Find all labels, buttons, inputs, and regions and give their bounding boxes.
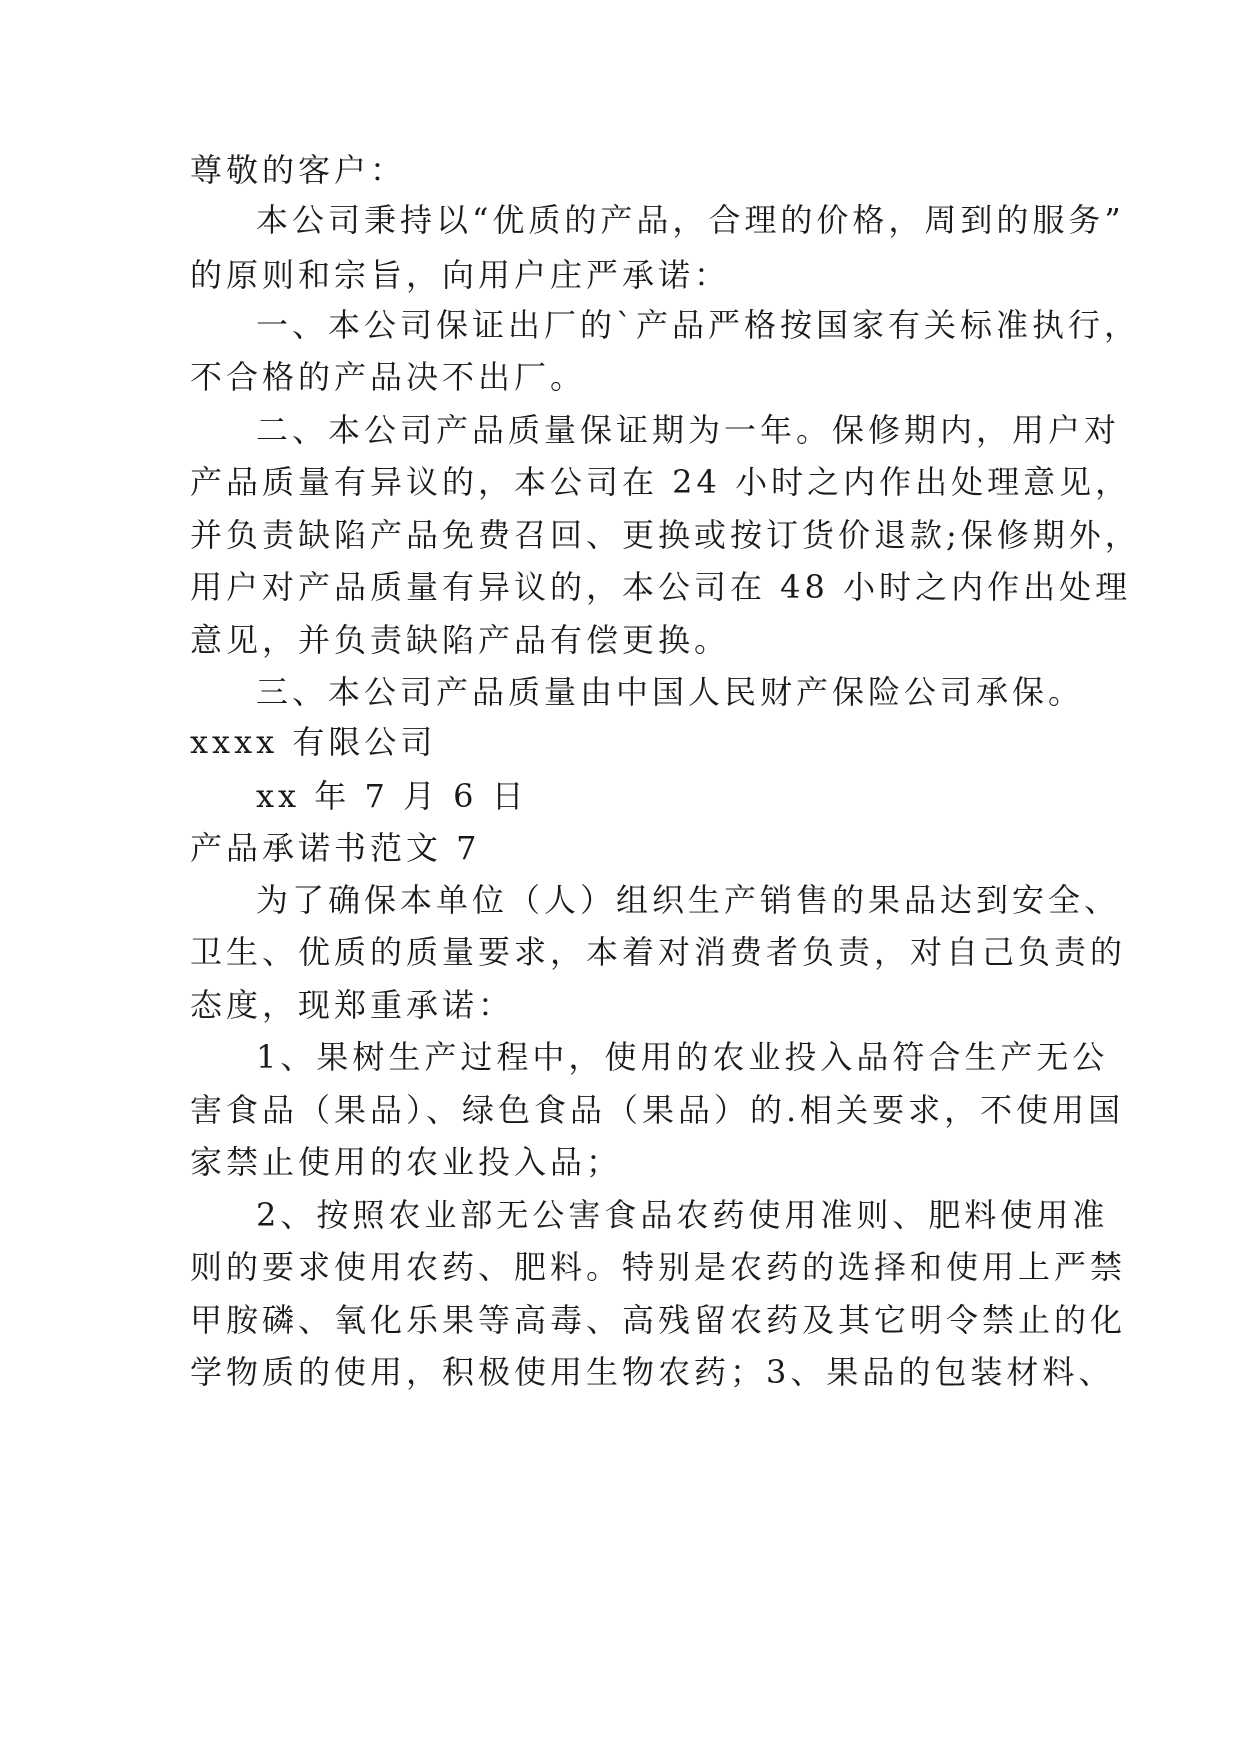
paragraph-line: 一、本公司保证出厂的`产品严格按国家有关标准执行， bbox=[256, 306, 1141, 344]
paragraph-line: 产品质量有异议的，本公司在 24 小时之内作出处理意见， bbox=[190, 463, 1132, 501]
paragraph-line: 并负责缺陷产品免费召回、更换或按订货价退款;保修期外， bbox=[190, 516, 1141, 554]
company-name: xxxx 有限公司 bbox=[190, 723, 437, 761]
paragraph-line: 学物质的使用，积极使用生物农药；3、果品的包装材料、 bbox=[190, 1353, 1115, 1391]
paragraph-line: 2、按照农业部无公害食品农药使用准则、肥料使用准 bbox=[256, 1196, 1109, 1234]
paragraph-line: 本公司秉持以“优质的产品，合理的价格，周到的服务” bbox=[256, 201, 1125, 239]
paragraph-line: 态度，现郑重承诺： bbox=[190, 986, 515, 1024]
paragraph-line: 卫生、优质的质量要求，本着对消费者负责，对自己负责的 bbox=[190, 933, 1127, 971]
paragraph-line: 的原则和宗旨，向用户庄严承诺： bbox=[190, 256, 731, 294]
paragraph-line: 害食品（果品）、绿色食品（果品）的.相关要求，不使用国 bbox=[190, 1091, 1125, 1129]
salutation: 尊敬的客户： bbox=[190, 151, 407, 189]
date-line: xx 年 7 月 6 日 bbox=[256, 777, 528, 815]
paragraph-line: 则的要求使用农药、肥料。特别是农药的选择和使用上严禁 bbox=[190, 1248, 1127, 1286]
paragraph-line: 用户对产品质量有异议的，本公司在 48 小时之内作出处理 bbox=[190, 568, 1132, 606]
paragraph-line: 意见，并负责缺陷产品有偿更换。 bbox=[190, 621, 731, 659]
paragraph-line: 二、本公司产品质量保证期为一年。保修期内，用户对 bbox=[256, 411, 1121, 449]
paragraph-line: 1、果树生产过程中，使用的农业投入品符合生产无公 bbox=[256, 1038, 1109, 1076]
paragraph-line: 不合格的产品决不出厂。 bbox=[190, 358, 587, 396]
paragraph-line: 家禁止使用的农业投入品； bbox=[190, 1143, 623, 1181]
paragraph-line: 三、本公司产品质量由中国人民财产保险公司承保。 bbox=[256, 673, 1085, 711]
paragraph-line: 为了确保本单位（人）组织生产销售的果品达到安全、 bbox=[256, 881, 1121, 919]
paragraph-line: 甲胺磷、氧化乐果等高毒、高残留农药及其它明令禁止的化 bbox=[190, 1301, 1127, 1339]
section-heading: 产品承诺书范文 7 bbox=[190, 829, 481, 867]
